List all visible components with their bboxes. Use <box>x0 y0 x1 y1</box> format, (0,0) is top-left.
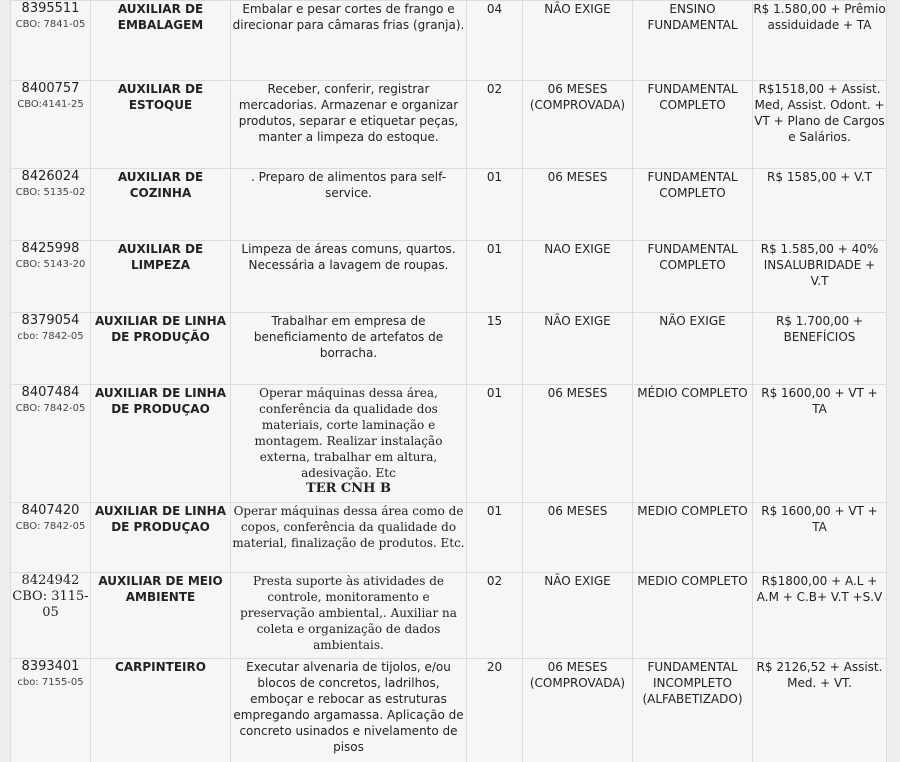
cbo-code: CBO: 7841-05 <box>15 19 86 30</box>
job-description: . Preparo de alimentos para self-service. <box>231 169 467 241</box>
job-quantity: 01 <box>467 385 523 503</box>
job-salary: R$ 1585,00 + V.T <box>753 169 887 241</box>
job-code-cell <box>11 169 91 241</box>
job-code: 8400757 <box>21 81 80 96</box>
job-title: AUXILIAR DE LINHA DE PRODUÇAO <box>91 503 231 573</box>
job-description-cell <box>231 573 467 659</box>
cbo-code: cbo: 7155-05 <box>17 677 84 688</box>
job-education: MEDIO COMPLETO <box>633 573 753 659</box>
job-code-cell <box>11 241 91 313</box>
job-experience: NÃO EXIGE <box>523 313 633 385</box>
job-description: Limpeza de áreas comuns, quartos. Necessária a lavagem de roupas. <box>231 241 467 313</box>
table-row <box>11 573 887 659</box>
job-experience: 06 MESES <box>523 169 633 241</box>
job-salary: R$ 1.585,00 + 40% INSALUBRIDADE + V.T <box>753 241 887 313</box>
job-code: 8424942 <box>21 573 80 588</box>
table-row <box>11 313 887 385</box>
job-education: FUNDAMENTAL COMPLETO <box>633 241 753 313</box>
job-description-cell <box>231 385 467 503</box>
job-code: 8425998 <box>21 241 80 256</box>
job-experience: NÃO EXIGE <box>523 573 633 659</box>
job-experience: 06 MESES (COMPROVADA) <box>523 659 633 762</box>
cbo-code: CBO: 5143-20 <box>15 259 86 270</box>
job-education: NÃO EXIGE <box>633 313 753 385</box>
job-code: 8407484 <box>21 385 80 400</box>
table-row <box>11 659 887 762</box>
job-code: 8393401 <box>21 659 80 674</box>
job-description: Trabalhar em empresa de beneficiamento de artefatos de borracha. <box>231 313 467 385</box>
table-row <box>11 241 887 313</box>
job-description: Embalar e pesar cortes de frango e direcionar para câmaras frias (granja). <box>231 1 467 81</box>
job-description: Receber, conferir, registrar mercadorias. Armazenar e organizar produtos, separar e etiquetar peças, manter a limpeza do estoque. <box>231 81 467 169</box>
cbo-code: cbo: 7842-05 <box>17 331 84 342</box>
job-salary: R$ 1.580,00 + Prêmio assiduidade + TA <box>753 1 887 81</box>
table-row <box>11 385 887 503</box>
job-code: 8395511 <box>21 1 80 16</box>
table-row <box>11 1 887 81</box>
job-salary: R$1518,00 + Assist. Med, Assist. Odont. + VT + Plano de Cargos e Salários. <box>753 81 887 169</box>
job-quantity: 01 <box>467 169 523 241</box>
cbo-code: CBO: 7842-05 <box>15 521 86 532</box>
job-education: FUNDAMENTAL INCOMPLETO (ALFABETIZADO) <box>633 659 753 762</box>
job-education: FUNDAMENTAL COMPLETO <box>633 169 753 241</box>
job-experience: 06 MESES <box>523 385 633 503</box>
job-title: AUXILIAR DE MEIO AMBIENTE <box>91 573 231 659</box>
table-row <box>11 169 887 241</box>
job-experience: NAO EXIGE <box>523 241 633 313</box>
job-quantity: 15 <box>467 313 523 385</box>
job-salary: R$ 1600,00 + VT + TA <box>753 503 887 573</box>
job-title: CARPINTEIRO <box>91 659 231 762</box>
job-experience: 06 MESES <box>523 503 633 573</box>
job-code-cell <box>11 385 91 503</box>
cbo-code: CBO: 5135-02 <box>15 187 86 198</box>
job-salary: R$ 1.700,00 + BENEFÍCIOS <box>753 313 887 385</box>
right-gutter <box>885 0 900 762</box>
job-title: AUXILIAR DE EMBALAGEM <box>91 1 231 81</box>
job-title: AUXILIAR DE ESTOQUE <box>91 81 231 169</box>
job-quantity: 02 <box>467 81 523 169</box>
job-salary: R$1800,00 + A.L + A.M + C.B+ V.T +S.V <box>753 573 887 659</box>
job-description: Operar máquinas dessa área, conferência da qualidade dos materiais, corte laminação e montagem. Realizar instalação externa, trabalhar em altura, adesivação. Etc <box>254 386 443 480</box>
job-salary: R$ 1600,00 + VT + TA <box>753 385 887 503</box>
job-education: MEDIO COMPLETO <box>633 503 753 573</box>
job-listings-table <box>10 0 887 762</box>
job-education: ENSINO FUNDAMENTAL <box>633 1 753 81</box>
job-quantity: 01 <box>467 503 523 573</box>
job-education: FUNDAMENTAL COMPLETO <box>633 81 753 169</box>
job-code-cell <box>11 573 91 659</box>
job-title: AUXILIAR DE COZINHA <box>91 169 231 241</box>
job-description-cell <box>231 503 467 573</box>
cbo-code: CBO: 7842-05 <box>15 403 86 414</box>
job-experience: 06 MESES (COMPROVADA) <box>523 81 633 169</box>
job-description: Operar máquinas dessa área como de copos, conferência da qualidade do material, finalização de produtos. Etc. <box>232 504 465 550</box>
job-requirement-note: TER CNH B <box>306 481 391 496</box>
job-description: Presta suporte às atividades de controle, monitoramento e preservação ambiental,. Auxiliar na coleta e organização de dados ambientais. <box>240 574 457 652</box>
job-code: 8407420 <box>21 503 80 518</box>
table-row <box>11 503 887 573</box>
job-code-cell <box>11 503 91 573</box>
job-quantity: 01 <box>467 241 523 313</box>
job-title: AUXILIAR DE LINHA DE PRODUÇÃO <box>91 313 231 385</box>
job-code-cell <box>11 1 91 81</box>
job-code-cell <box>11 659 91 762</box>
job-code-cell <box>11 81 91 169</box>
job-code: 8379054 <box>21 313 80 328</box>
job-description: Executar alvenaria de tijolos, e/ou blocos de concretos, ladrilhos, emboçar e rebocar as estruturas empregando argamassa. Aplicação de concreto usinados e nivelamento de pisos <box>231 659 467 762</box>
job-title: AUXILIAR DE LIMPEZA <box>91 241 231 313</box>
job-education: MÉDIO COMPLETO <box>633 385 753 503</box>
cbo-code: CBO:4141-25 <box>17 99 84 110</box>
job-quantity: 04 <box>467 1 523 81</box>
table-row <box>11 81 887 169</box>
job-code-cell <box>11 313 91 385</box>
job-experience: NÃO EXIGE <box>523 1 633 81</box>
job-salary: R$ 2126,52 + Assist. Med. + VT. <box>753 659 887 762</box>
job-code: 8426024 <box>21 169 80 184</box>
job-quantity: 02 <box>467 573 523 659</box>
cbo-code: CBO: 3115-05 <box>12 589 89 620</box>
job-title: AUXILIAR DE LINHA DE PRODUÇAO <box>91 385 231 503</box>
job-quantity: 20 <box>467 659 523 762</box>
